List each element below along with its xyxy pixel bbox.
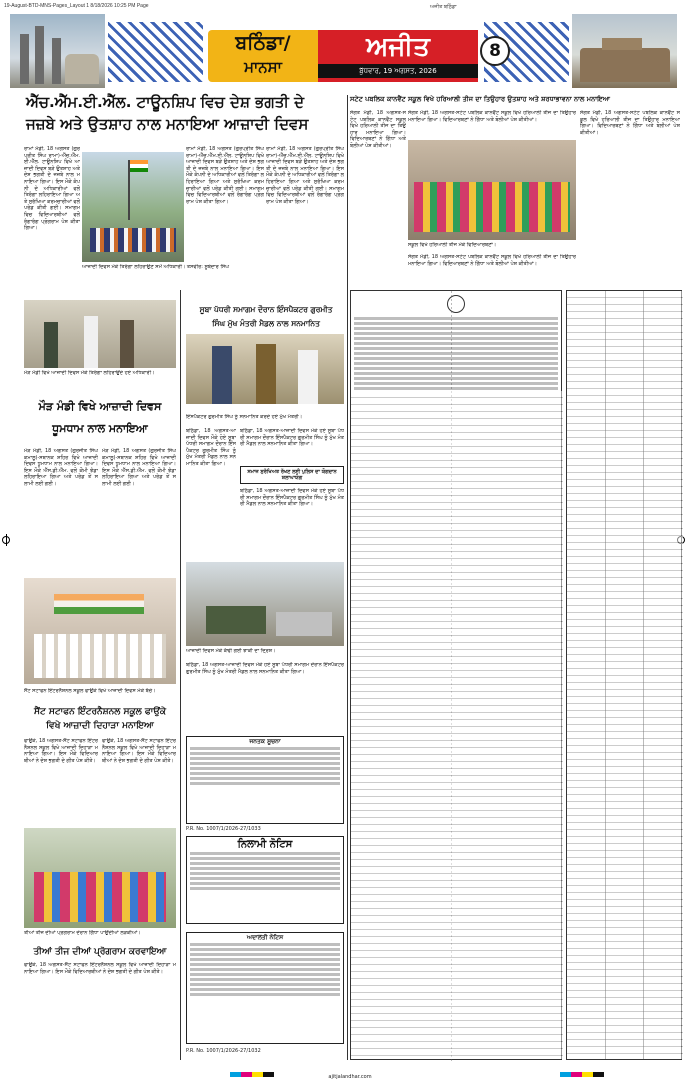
fort-photo xyxy=(572,14,677,88)
auction-notice-box xyxy=(186,836,344,924)
lead-photo xyxy=(82,152,184,262)
public-notice-box: ਜਨਤਕ ਸੂਚਨਾ xyxy=(186,736,344,824)
story-6-body-col3: ਸੰਗਤ ਮੰਡੀ, 18 ਅਗਸਤ-ਸਟੇਟ ਪਬਲਿਕ ਕਾਨਵੈਂਟ ਸਕੂਲ ਵਿਖੇ ਹਰਿਆਲੀ ਤੀਜ ਦਾ ਤਿਉਹਾਰ ਮਨਾਇਆ ਗਿਆ। ਵਿਦਿਆਰਥਣਾਂ ਨੇ ਗਿੱਧਾ ਅਤੇ ਬੋਲੀਆਂ ਪੇਸ਼ ਕੀਤੀਆਂ। xyxy=(580,110,680,136)
pr-number: P.R. No. 1007/1/2026-27/1032 xyxy=(186,1048,261,1054)
issue-date: ਬੁੱਧਵਾਰ, 19 ਅਗਸਤ, 2026 xyxy=(318,64,478,78)
teej-photo-caption: ਤੀਆਂ ਤੀਜ ਦੀਆਂ ਪ੍ਰੋਗਰਾਮ ਦੌਰਾਨ ਗਿੱਧਾ ਪਾਉਂਦੀਆਂ ਲੜਕੀਆਂ। xyxy=(24,930,141,936)
page-number: 8 xyxy=(480,36,510,66)
teej-school-photo xyxy=(408,140,576,240)
color-bar xyxy=(230,1072,274,1077)
print-slug: 19-August-BTD-MNS-Pages_Layout 1 8/18/2026 10:25 PM Page xyxy=(4,3,149,9)
story-5-body: ਬਠਿੰਡਾ, 18 ਅਗਸਤ-ਆਜ਼ਾਦੀ ਦਿਵਸ ਮੌਕੇ ਹੋਏ ਸੂਬਾ ਪੱਧਰੀ ਸਮਾਗਮ ਦੌਰਾਨ ਇੰਸਪੈਕਟਰ ਗੁਰਮੀਤ ਸਿੰਘ ਨੂੰ ਮੁੱਖ ਮੰਤਰੀ ਮੈਡਲ ਨਾਲ ਸਨਮਾਨਿਤ ਕੀਤਾ ਗਿਆ। xyxy=(186,428,236,467)
story-6-headline: ਸਟੇਟ ਪਬਲਿਕ ਕਾਨਵੈਂਟ ਸਕੂਲ ਵਿਖੇ ਹਰਿਆਲੀ ਤੀਜ ਦਾ ਤਿਉਹਾਰ ਉਤਸ਼ਾਹ ਅਤੇ ਸ਼ਰਧਾਭਾਵਨਾ ਨਾਲ ਮਨਾਇਆ xyxy=(350,95,611,103)
officials-photo-caption: ਮੌੜ ਮੰਡੀ ਵਿਖੇ ਆਜ਼ਾਦੀ ਦਿਵਸ ਮੌਕੇ ਤਿਰੰਗਾ ਲਹਿਰਾਉਂਦੇ ਹੋਏ ਅਧਿਕਾਰੀ। xyxy=(24,370,155,376)
story-2-headline: ਮੌੜ ਮੰਡੀ ਵਿਖੇ ਆਜ਼ਾਦੀ ਦਿਵਸ ਧੂਮਧਾਮ ਨਾਲ ਮਨਾਇਆ xyxy=(38,400,162,435)
story-6-body: ਸੰਗਤ ਮੰਡੀ, 18 ਅਗਸਤ-ਸਟੇਟ ਪਬਲਿਕ ਕਾਨਵੈਂਟ ਸਕੂਲ ਵਿਖੇ ਹਰਿਆਲੀ ਤੀਜ ਦਾ ਤਿਉਹਾਰ ਮਨਾਇਆ ਗਿਆ। ਵਿਦਿਆਰਥਣਾਂ ਨੇ ਗਿੱਧਾ ਅਤੇ ਬੋਲੀਆਂ ਪੇਸ਼ ਕੀਤੀਆਂ। xyxy=(350,110,406,149)
lead-body-col3: ਰਾਮਾਂ ਮੰਡੀ, 18 ਅਗਸਤ (ਗੁਰਪ੍ਰੀਤ ਸਿੰਘ ਰਾਮਾ)-ਐੱਚ.ਐੱਮ.ਈ.ਐੱਲ. ਟਾਊਨਸ਼ਿਪ ਵਿਖੇ ਆਜ਼ਾਦੀ ਦਿਵਸ ਬੜੇ ਉਤਸ਼ਾਹ ਅਤੇ ਦੇਸ਼ ਭਗਤੀ ਦੇ ਜਜ਼ਬੇ ਨਾਲ ਮਨਾਇਆ ਗਿਆ। ਇਸ ਮੌਕੇ ਕੰਪਨੀ ਦੇ ਅਧਿਕਾਰੀਆਂ ਵਲੋਂ ਤਿਰੰਗਾ ਲਹਿਰਾਇਆ ਗਿਆ ਅਤੇ ਸੁਰੱਖਿਆ ਕਰਮਚਾਰੀਆਂ ਵਲੋਂ ਪਰੇਡ ਕੀਤੀ ਗਈ। ਸਮਾਗਮ ਵਿਚ ਵਿਦਿਆਰਥੀਆਂ ਵਲੋਂ ਰੰਗਾਰੰਗ ਪ੍ਰੋਗਰਾਮ ਪੇਸ਼ ਕੀਤਾ ਗਿਆ। xyxy=(266,146,344,205)
auction-title: ਨਿਲਾਮੀ ਨੋਟਿਸ xyxy=(237,839,293,850)
column-divider xyxy=(180,290,181,1060)
decorative-pattern xyxy=(108,22,203,82)
court-notice-box: ਅਦਾਲਤੀ ਨੋਟਿਸ xyxy=(186,932,344,1044)
medal-photo-caption: ਇੰਸਪੈਕਟਰ ਗੁਰਮੀਤ ਸਿੰਘ ਨੂੰ ਸਨਮਾਨਿਤ ਕਰਦੇ ਹੋਏ ਮੁੱਖ ਮੰਤਰੀ। xyxy=(186,414,303,420)
lead-body-col2: ਰਾਮਾਂ ਮੰਡੀ, 18 ਅਗਸਤ (ਗੁਰਪ੍ਰੀਤ ਸਿੰਘ ਰਾਮਾ)-ਐੱਚ.ਐੱਮ.ਈ.ਐੱਲ. ਟਾਊਨਸ਼ਿਪ ਵਿਖੇ ਆਜ਼ਾਦੀ ਦਿਵਸ ਬੜੇ ਉਤਸ਼ਾਹ ਅਤੇ ਦੇਸ਼ ਭਗਤੀ ਦੇ ਜਜ਼ਬੇ ਨਾਲ ਮਨਾਇਆ ਗਿਆ। ਇਸ ਮੌਕੇ ਕੰਪਨੀ ਦੇ ਅਧਿਕਾਰੀਆਂ ਵਲੋਂ ਤਿਰੰਗਾ ਲਹਿਰਾਇਆ ਗਿਆ ਅਤੇ ਸੁਰੱਖਿਆ ਕਰਮਚਾਰੀਆਂ ਵਲੋਂ ਪਰੇਡ ਕੀਤੀ ਗਈ। ਸਮਾਗਮ ਵਿਚ ਵਿਦਿਆਰਥੀਆਂ ਵਲੋਂ ਰੰਗਾਰੰਗ ਪ੍ਰੋਗਰਾਮ ਪੇਸ਼ ਕੀਤਾ ਗਿਆ। xyxy=(186,146,264,205)
lead-body: ਰਾਮਾਂ ਮੰਡੀ, 18 ਅਗਸਤ (ਗੁਰਪ੍ਰੀਤ ਸਿੰਘ ਰਾਮਾ)-ਐੱਚ.ਐੱਮ.ਈ.ਐੱਲ. ਟਾਊਨਸ਼ਿਪ ਵਿਖੇ ਆਜ਼ਾਦੀ ਦਿਵਸ ਬੜੇ ਉਤਸ਼ਾਹ ਅਤੇ ਦੇਸ਼ ਭਗਤੀ ਦੇ ਜਜ਼ਬੇ ਨਾਲ ਮਨਾਇਆ ਗਿਆ। ਇਸ ਮੌਕੇ ਕੰਪਨੀ ਦੇ ਅਧਿਕਾਰੀਆਂ ਵਲੋਂ ਤਿਰੰਗਾ ਲਹਿਰਾਇਆ ਗਿਆ ਅਤੇ ਸੁਰੱਖਿਆ ਕਰਮਚਾਰੀਆਂ ਵਲੋਂ ਪਰੇਡ ਕੀਤੀ ਗਈ। ਸਮਾਗਮ ਵਿਚ ਵਿਦਿਆਰਥੀਆਂ ਵਲੋਂ ਰੰਗਾਰੰਗ ਪ੍ਰੋਗਰਾਮ ਪੇਸ਼ ਕੀਤਾ ਗਿਆ। xyxy=(24,146,80,232)
parade-photo-caption: ਆਜ਼ਾਦੀ ਦਿਵਸ ਮੌਕੇ ਕੱਢੀ ਗਈ ਝਾਕੀ ਦਾ ਦ੍ਰਿਸ਼। xyxy=(186,648,276,654)
results-table-right xyxy=(566,290,682,1060)
parade-photo xyxy=(186,562,344,646)
story-3-body-col2: ਫਾਉਂਕੇ, 18 ਅਗਸਤ-ਸੈਂਟ ਸਟਾਫਨ ਇੰਟਰਨੈਸ਼ਨਲ ਸਕੂਲ ਵਿਖੇ ਆਜ਼ਾਦੀ ਦਿਹਾੜਾ ਮਨਾਇਆ ਗਿਆ। ਇਸ ਮੌਕੇ ਵਿਦਿਆਰਥੀਆਂ ਨੇ ਦੇਸ਼ ਭਗਤੀ ਦੇ ਗੀਤ ਪੇਸ਼ ਕੀਤੇ। xyxy=(102,738,176,764)
footer-url: ajitjalandhar.com xyxy=(328,1074,372,1080)
story-4-body: ਫਾਉਂਕੇ, 18 ਅਗਸਤ-ਸੈਂਟ ਸਟਾਫਨ ਇੰਟਰਨੈਸ਼ਨਲ ਸਕੂਲ ਵਿਖੇ ਆਜ਼ਾਦੀ ਦਿਹਾੜਾ ਮਨਾਇਆ ਗਿਆ। ਇਸ ਮੌਕੇ ਵਿਦਿਆਰਥੀਆਂ ਨੇ ਦੇਸ਼ ਭਗਤੀ ਦੇ ਗੀਤ ਪੇਸ਼ ਕੀਤੇ। xyxy=(24,962,176,975)
school-photo-caption: ਸੈਂਟ ਸਟਾਫਨ ਇੰਟਰਨੈਸ਼ਨਲ ਸਕੂਲ ਫਾਉਂਕੇ ਵਿਖੇ ਆਜ਼ਾਦੀ ਦਿਵਸ ਮੌਕੇ ਬੱਚੇ। xyxy=(24,688,156,694)
story-6-body-col4: ਸੰਗਤ ਮੰਡੀ, 18 ਅਗਸਤ-ਸਟੇਟ ਪਬਲਿਕ ਕਾਨਵੈਂਟ ਸਕੂਲ ਵਿਖੇ ਹਰਿਆਲੀ ਤੀਜ ਦਾ ਤਿਉਹਾਰ ਮਨਾਇਆ ਗਿਆ। ਵਿਦਿਆਰਥਣਾਂ ਨੇ ਗਿੱਧਾ ਅਤੇ ਬੋਲੀਆਂ ਪੇਸ਼ ਕੀਤੀਆਂ। xyxy=(408,254,576,267)
story-3-headline: ਸੈਂਟ ਸਟਾਫਨ ਇੰਟਰਨੈਸ਼ਨਲ ਸਕੂਲ ਫਾਉਂਕੇ ਵਿਖੇ ਆਜ਼ਾਦੀ ਦਿਹਾੜਾ ਮਨਾਇਆ xyxy=(34,707,166,731)
story-4-headline: ਤੀਆਂ ਤੀਜ ਦੀਆਂ ਪ੍ਰੋਗਰਾਮ ਕਰਵਾਇਆ xyxy=(33,947,167,957)
story-5-headline: ਸੂਬਾ ਪੱਧਰੀ ਸਮਾਗਮ ਦੌਰਾਨ ਇੰਸਪੈਕਟਰ ਗੁਰਮੀਤ ਸਿੰਘ ਮੁੱਖ ਮੰਤਰੀ ਮੈਡਲ ਨਾਲ ਸਨਮਾਨਿਤ xyxy=(199,305,333,328)
medal-ceremony-photo xyxy=(186,334,344,404)
newspaper-brand: ਅਜੀਤ ਬੁੱਧਵਾਰ, 19 ਅਗਸਤ, 2026 xyxy=(318,30,478,82)
teej-photo xyxy=(24,828,176,928)
story-5-body-col3: ਬਠਿੰਡਾ, 18 ਅਗਸਤ-ਆਜ਼ਾਦੀ ਦਿਵਸ ਮੌਕੇ ਹੋਏ ਸੂਬਾ ਪੱਧਰੀ ਸਮਾਗਮ ਦੌਰਾਨ ਇੰਸਪੈਕਟਰ ਗੁਰਮੀਤ ਸਿੰਘ ਨੂੰ ਮੁੱਖ ਮੰਤਰੀ ਮੈਡਲ ਨਾਲ ਸਨਮਾਨਿਤ ਕੀਤਾ ਗਿਆ। xyxy=(240,488,344,508)
story-3-body: ਫਾਉਂਕੇ, 18 ਅਗਸਤ-ਸੈਂਟ ਸਟਾਫਨ ਇੰਟਰਨੈਸ਼ਨਲ ਸਕੂਲ ਵਿਖੇ ਆਜ਼ਾਦੀ ਦਿਹਾੜਾ ਮਨਾਇਆ ਗਿਆ। ਇਸ ਮੌਕੇ ਵਿਦਿਆਰਥੀਆਂ ਨੇ ਦੇਸ਼ ਭਗਤੀ ਦੇ ਗੀਤ ਪੇਸ਼ ਕੀਤੇ। xyxy=(24,738,98,764)
lead-photo-caption: ਆਜ਼ਾਦੀ ਦਿਵਸ ਮੌਕੇ ਤਿਰੰਗਾ ਲਹਿਰਾਉਣ ਸਮੇਂ ਅਧਿਕਾਰੀ। ਤਸਵੀਰ: ਸੂਬੇਦਾਰ ਸਿੰਘ xyxy=(82,264,230,270)
city-name: ਬਠਿੰਡਾ/ ਮਾਨਸਾ xyxy=(208,30,318,82)
column-divider xyxy=(347,95,348,1060)
results-table-left xyxy=(350,290,562,1060)
color-bar xyxy=(560,1072,604,1077)
officials-photo xyxy=(24,300,176,368)
story-5-body-more: ਬਠਿੰਡਾ, 18 ਅਗਸਤ-ਆਜ਼ਾਦੀ ਦਿਵਸ ਮੌਕੇ ਹੋਏ ਸੂਬਾ ਪੱਧਰੀ ਸਮਾਗਮ ਦੌਰਾਨ ਇੰਸਪੈਕਟਰ ਗੁਰਮੀਤ ਸਿੰਘ ਨੂੰ ਮੁੱਖ ਮੰਤਰੀ ਮੈਡਲ ਨਾਲ ਸਨਮਾਨਿਤ ਕੀਤਾ ਗਿਆ। xyxy=(186,662,344,675)
pr-number: P.R. No. 1007/1/2026-27/1033 xyxy=(186,826,261,832)
story-2-body-col2: ਮੌੜ ਮੰਡੀ, 18 ਅਗਸਤ (ਗੁਰਜੀਤ ਸਿੰਘ ਕਮਾਲੂ)-ਸਥਾਨਕ ਸ਼ਹਿਰ ਵਿਖੇ ਆਜ਼ਾਦੀ ਦਿਵਸ ਧੂਮਧਾਮ ਨਾਲ ਮਨਾਇਆ ਗਿਆ। ਇਸ ਮੌਕੇ ਐੱਸ.ਡੀ.ਐੱਮ. ਵਲੋਂ ਕੌਮੀ ਝੰਡਾ ਲਹਿਰਾਇਆ ਗਿਆ ਅਤੇ ਪਰੇਡ ਤੋਂ ਸਲਾਮੀ ਲਈ ਗਈ। xyxy=(102,448,176,487)
lead-headline: ਐੱਚ.ਐੱਮ.ਈ.ਐੱਲ. ਟਾਊਨਸ਼ਿਪ ਵਿਚ ਦੇਸ਼ ਭਗਤੀ ਦੇ ਜਜ਼ਬੇ ਅਤੇ ਉਤਸ਼ਾਹ ਨਾਲ ਮਨਾਇਆ ਆਜ਼ਾਦੀ ਦਿਵਸ xyxy=(26,93,309,133)
story-2-body: ਮੌੜ ਮੰਡੀ, 18 ਅਗਸਤ (ਗੁਰਜੀਤ ਸਿੰਘ ਕਮਾਲੂ)-ਸਥਾਨਕ ਸ਼ਹਿਰ ਵਿਖੇ ਆਜ਼ਾਦੀ ਦਿਵਸ ਧੂਮਧਾਮ ਨਾਲ ਮਨਾਇਆ ਗਿਆ। ਇਸ ਮੌਕੇ ਐੱਸ.ਡੀ.ਐੱਮ. ਵਲੋਂ ਕੌਮੀ ਝੰਡਾ ਲਹਿਰਾਇਆ ਗਿਆ ਅਤੇ ਪਰੇਡ ਤੋਂ ਸਲਾਮੀ ਲਈ ਗਈ। xyxy=(24,448,98,487)
teej-school-caption: ਸਕੂਲ ਵਿਖੇ ਹਰਿਆਲੀ ਤੀਜ ਮੌਕੇ ਵਿਦਿਆਰਥਣਾਂ। xyxy=(408,242,497,248)
story-5-body-col2: ਬਠਿੰਡਾ, 18 ਅਗਸਤ-ਆਜ਼ਾਦੀ ਦਿਵਸ ਮੌਕੇ ਹੋਏ ਸੂਬਾ ਪੱਧਰੀ ਸਮਾਗਮ ਦੌਰਾਨ ਇੰਸਪੈਕਟਰ ਗੁਰਮੀਤ ਸਿੰਘ ਨੂੰ ਮੁੱਖ ਮੰਤਰੀ ਮੈਡਲ ਨਾਲ ਸਨਮਾਨਿਤ ਕੀਤਾ ਗਿਆ। xyxy=(240,428,344,448)
masthead-title xyxy=(208,30,510,82)
edition-tag: ਅਜੀਤ ਬਠਿੰਡਾ xyxy=(430,4,457,10)
school-children-photo xyxy=(24,578,176,684)
pull-quote-box: ਸਮਾਜ ਸੁਰੱਖਿਅਤ ਰੱਖਣ ਲਈ ਪੁਲਿਸ ਦਾ ਯੋਗਦਾਨ ਸ਼ਲਾਘਾਯੋਗ xyxy=(240,466,344,484)
registration-mark xyxy=(2,536,10,544)
power-plant-photo xyxy=(10,14,105,88)
story-6-body-col2: ਸੰਗਤ ਮੰਡੀ, 18 ਅਗਸਤ-ਸਟੇਟ ਪਬਲਿਕ ਕਾਨਵੈਂਟ ਸਕੂਲ ਵਿਖੇ ਹਰਿਆਲੀ ਤੀਜ ਦਾ ਤਿਉਹਾਰ ਮਨਾਇਆ ਗਿਆ। ਵਿਦਿਆਰਥਣਾਂ ਨੇ ਗਿੱਧਾ ਅਤੇ ਬੋਲੀਆਂ ਪੇਸ਼ ਕੀਤੀਆਂ। xyxy=(408,110,576,123)
notice-emblem xyxy=(447,295,465,313)
